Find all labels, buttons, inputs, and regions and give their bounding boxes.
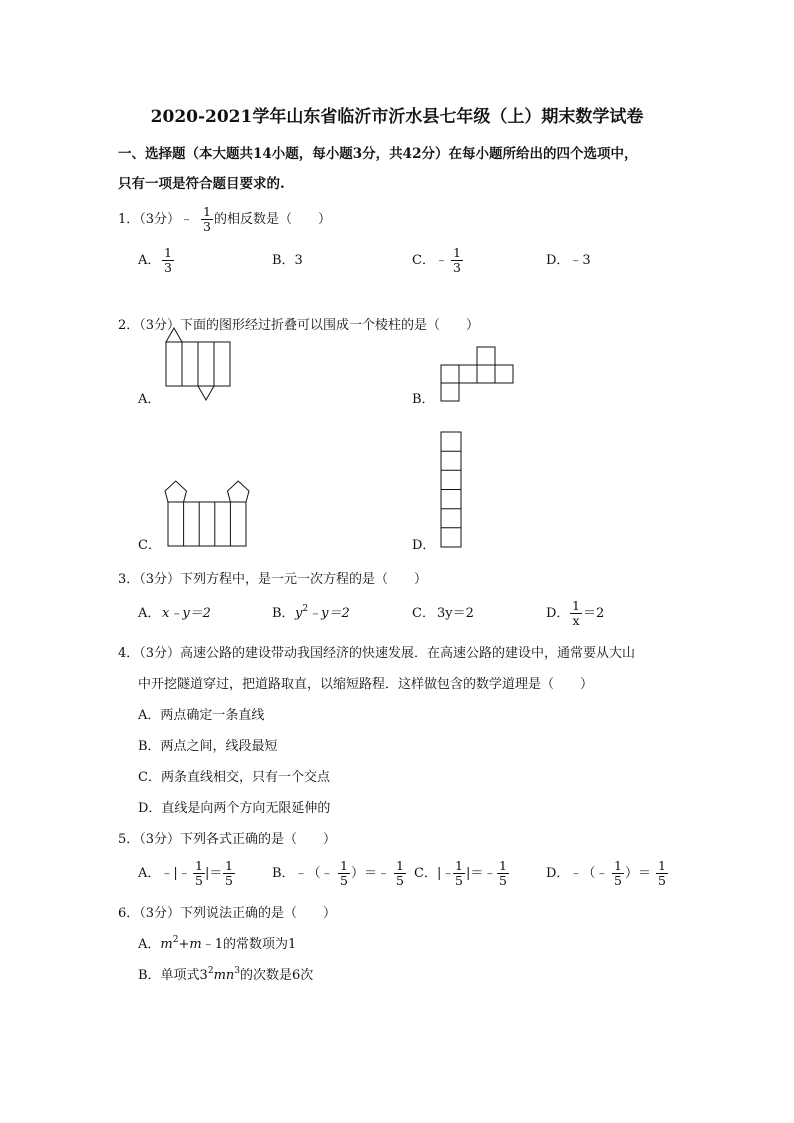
q4-stem-line2: 中开挖隧道穿过，把道路取直，以缩短路程．这样做包含的数学道理是（ ） <box>138 677 594 692</box>
q2-option-b-net <box>440 346 516 402</box>
q3-option-c-label: C． <box>412 606 435 621</box>
q1-prefix: 1．（3分）﹣ <box>118 212 194 227</box>
q2-option-a-label: A． <box>138 392 161 407</box>
q3-option-d-label: D． <box>546 606 570 621</box>
q6-option-a <box>138 937 296 953</box>
q5-b-den1: 5 <box>340 873 348 888</box>
q5-option-d-mid: ）＝ <box>625 866 652 881</box>
q3-b-exp: 2 <box>302 604 309 614</box>
q1-frac-num: 1 <box>201 205 213 220</box>
q2-option-d-label: D． <box>412 538 436 553</box>
q5-c-num2: 1 <box>497 859 509 874</box>
q1-a-den: 3 <box>164 260 172 275</box>
q1-option-c-fraction <box>451 246 463 275</box>
q1-option-d: D．﹣3 <box>546 253 591 268</box>
q2-option-c-label: C． <box>138 538 161 553</box>
q5-b-den2: 5 <box>396 873 404 888</box>
q5-option-b-mid: ）＝﹣ <box>351 866 391 881</box>
q5-b-num1: 1 <box>338 859 350 874</box>
q5-stem: 5．（3分）下列各式正确的是（ ） <box>118 832 337 847</box>
q6-stem: 6．（3分）下列说法正确的是（ ） <box>118 906 337 921</box>
q5-a-fraction-2 <box>223 859 235 888</box>
q3-option-a-label: A． <box>138 606 161 621</box>
q5-b-fraction-2 <box>394 859 406 888</box>
q1-c-num: 1 <box>451 246 463 261</box>
q3-option-d-rest: ＝2 <box>583 606 605 621</box>
q5-a-den1: 5 <box>195 873 203 888</box>
q6-a-plus: + <box>178 937 190 952</box>
q5-option-c-pre: C．|﹣ <box>414 866 455 881</box>
q3-option-c-equation: 3y＝2 <box>437 606 474 621</box>
q3-stem: 3．（3分）下列方程中，是一元一次方程的是（ ） <box>118 572 428 587</box>
q2-stem: 2．（3分）下面的图形经过折叠可以围成一个棱柱的是（ ） <box>118 318 480 333</box>
q3-b-var: y <box>295 606 303 621</box>
q1-a-num: 1 <box>162 246 174 261</box>
q1-option-c-label: C．﹣ <box>412 253 448 268</box>
section-heading-line1: 一、选择题（本大题共14小题，每小题3分，共42分）在每小题所给出的四个选项中， <box>118 146 638 162</box>
q4-option-c: C．两条直线相交，只有一个交点 <box>138 770 330 785</box>
q6-option-b <box>138 968 313 984</box>
q5-d-fraction-1 <box>612 859 624 888</box>
q3-option-b-label: B． <box>272 606 295 621</box>
q4-option-d: D．直线是向两个方向无限延伸的 <box>138 801 331 816</box>
q5-d-den2: 5 <box>658 873 666 888</box>
q5-a-fraction-1 <box>193 859 205 888</box>
section-heading-line2: 只有一项是符合题目要求的. <box>118 176 285 192</box>
q5-option-d-pre: D．﹣（﹣ <box>546 866 609 881</box>
q5-a-num2: 1 <box>223 859 235 874</box>
q2-option-c-net <box>160 478 252 550</box>
q6-b-exp2: 3 <box>234 966 240 976</box>
q5-c-den1: 5 <box>455 873 463 888</box>
q2-option-d-net <box>440 430 464 550</box>
q6-a-rest: ﹣1的常数项为1 <box>201 937 297 952</box>
q5-option-c-mid: |＝﹣ <box>466 866 497 881</box>
q4-option-a: A．两点确定一条直线 <box>138 708 265 723</box>
q1-frac-den: 3 <box>203 219 211 234</box>
q5-b-num2: 1 <box>394 859 406 874</box>
q3-d-num: 1 <box>570 599 582 614</box>
q5-c-num1: 1 <box>453 859 465 874</box>
q3-d-den: x <box>572 613 580 628</box>
q5-d-den1: 5 <box>614 873 622 888</box>
q4-stem-line1: 4．（3分）高速公路的建设带动我国经济的快速发展．在高速公路的建设中，通常要从大山 <box>118 646 636 661</box>
q2-option-a-net <box>160 325 235 405</box>
q5-option-a-pre: A．﹣|﹣ <box>138 866 191 881</box>
q6-b-label: B．单项式3 <box>138 968 208 983</box>
q3-option-d-fraction <box>570 599 582 628</box>
q5-a-num1: 1 <box>193 859 205 874</box>
q5-c-den2: 5 <box>499 873 507 888</box>
q6-a-var-m: m <box>160 937 173 952</box>
q6-a-label: A． <box>138 937 161 952</box>
q6-b-var-mn: mn <box>213 968 235 983</box>
q2-option-b-label: B． <box>412 392 435 407</box>
q1-suffix: 的相反数是（ ） <box>214 212 332 227</box>
q6-b-exp1: 2 <box>207 966 214 976</box>
q1-option-a-label: A． <box>138 253 161 268</box>
q1-option-b: B．3 <box>272 253 303 268</box>
q5-b-fraction-1 <box>338 859 350 888</box>
q3-b-rest: ﹣y＝2 <box>308 606 350 621</box>
q5-d-fraction-2 <box>656 859 668 888</box>
q5-option-a-mid: |＝ <box>205 866 223 881</box>
q5-c-fraction-2 <box>497 859 509 888</box>
q3-option-b-equation <box>295 606 350 622</box>
q5-c-fraction-1 <box>453 859 465 888</box>
q6-a-var-m2: m <box>189 937 202 952</box>
q5-a-den2: 5 <box>225 873 233 888</box>
q3-option-a-equation: x﹣y＝2 <box>162 606 211 621</box>
q1-fraction <box>201 205 213 234</box>
q1-c-den: 3 <box>453 260 461 275</box>
q6-b-rest: 的次数是6次 <box>240 968 314 983</box>
q5-option-b-pre: B．﹣（﹣ <box>272 866 334 881</box>
q5-d-num2: 1 <box>656 859 668 874</box>
q4-option-b: B．两点之间，线段最短 <box>138 739 278 754</box>
q5-d-num1: 1 <box>612 859 624 874</box>
q1-option-a-fraction <box>162 246 174 275</box>
q6-a-exp: 2 <box>172 935 179 945</box>
exam-title: 2020-2021学年山东省临沂市沂水县七年级（上）期末数学试卷 <box>150 107 644 127</box>
